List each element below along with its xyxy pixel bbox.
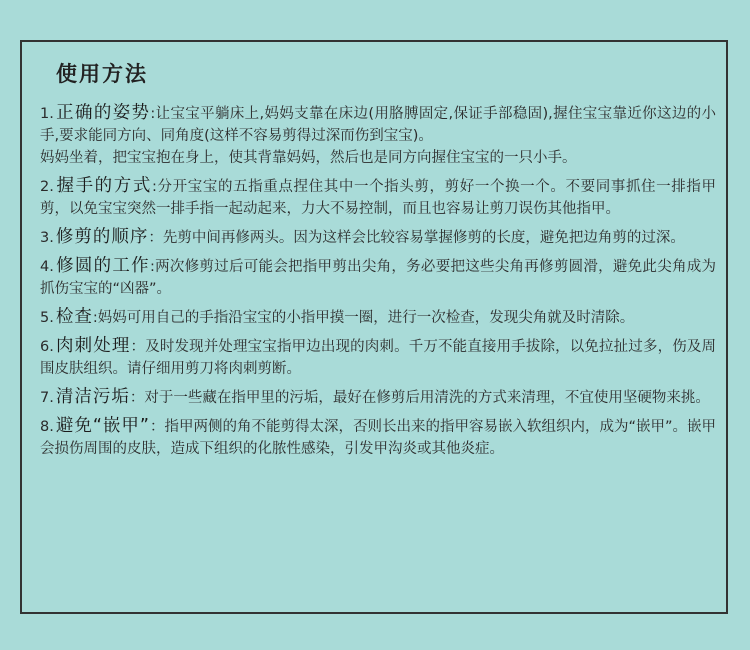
list-item: [40, 335, 716, 380]
item-extra: 妈妈坐着，把宝宝抱在身上，使其背靠妈妈，然后也是同方向握住宝宝的一只小手。: [40, 150, 577, 166]
item-heading: 握手的方式: [55, 176, 153, 196]
item-heading: 修圆的工作: [55, 256, 150, 276]
item-number: 2.: [40, 179, 54, 195]
item-number: 1.: [40, 106, 54, 122]
item-separator: ：: [130, 339, 146, 355]
list-item: [40, 306, 716, 329]
item-body: 指甲两侧的角不能剪得太深，否则长出来的指甲容易嵌入软组织内，成为“嵌甲”。嵌甲会损伤周围的皮肤，造成下组织的化脓性感染，引发甲沟炎或其他炎症。: [40, 419, 717, 457]
item-body: 分开宝宝的五指重点捏住其中一个指头剪，剪好一个换一个。不要同事抓住一排指甲剪，以免宝宝突然一排手指一起动起来，力大不易控制，而且也容易让剪刀误伤其他指甲。: [40, 179, 717, 217]
item-separator: ：: [149, 419, 165, 435]
item-separator: :: [152, 179, 157, 195]
list-item: [40, 415, 716, 460]
list-item: [40, 386, 716, 409]
item-number: 4.: [40, 259, 54, 275]
item-number: 5.: [40, 310, 54, 326]
item-separator: :: [92, 310, 98, 326]
page-title: 使用方法: [56, 62, 148, 86]
item-separator: :: [150, 106, 156, 122]
item-number: 8.: [40, 419, 54, 435]
item-heading: 修剪的顺序: [55, 227, 149, 247]
item-body: 对于一些藏在指甲里的污垢，最好在修剪后用清洗的方式来清理，不宜使用坚硬物来挑。: [144, 390, 710, 406]
item-heading: 避免“嵌甲”: [55, 416, 150, 436]
list-item: [40, 255, 716, 300]
item-number: 6.: [40, 339, 54, 355]
item-separator: :: [149, 259, 155, 275]
item-number: 7.: [40, 390, 54, 406]
item-heading: 肉刺处理: [55, 336, 131, 356]
instructions-panel: [20, 40, 728, 614]
item-body: 让宝宝平躺床上,妈妈支靠在床边(用胳膊固定,保证手部稳固),握住宝宝靠近你这边的小手,要求能同方向、同角度(这样不容易剪得过深而伤到宝宝)。: [40, 106, 717, 144]
item-body: 及时发现并处理宝宝指甲边出现的肉刺。千万不能直接用手拔除，以免拉扯过多，伤及周围皮肤组织。请仔细用剪刀将肉刺剪断。: [40, 339, 717, 377]
list-item: [40, 175, 716, 220]
item-body: 先剪中间再修两头。因为这样会比较容易掌握修剪的长度，避免把边角剪的过深。: [162, 230, 685, 246]
instruction-list: [40, 102, 716, 466]
item-separator: ：: [129, 390, 145, 406]
item-body: 妈妈可用自己的手指沿宝宝的小指甲摸一圈，进行一次检查，发现尖角就及时清除。: [97, 310, 635, 326]
item-heading: 清洁污垢: [55, 387, 130, 407]
item-heading: 检查: [55, 307, 93, 327]
list-item: [40, 102, 716, 169]
item-body: 两次修剪过后可能会把指甲剪出尖角，务必要把这些尖角再修剪圆滑，避免此尖角成为抓伤宝宝的“凶器”。: [40, 259, 717, 297]
list-item: [40, 226, 716, 249]
item-separator: ：: [148, 230, 163, 246]
item-number: 3.: [40, 230, 54, 246]
item-heading: 正确的姿势: [55, 103, 151, 123]
